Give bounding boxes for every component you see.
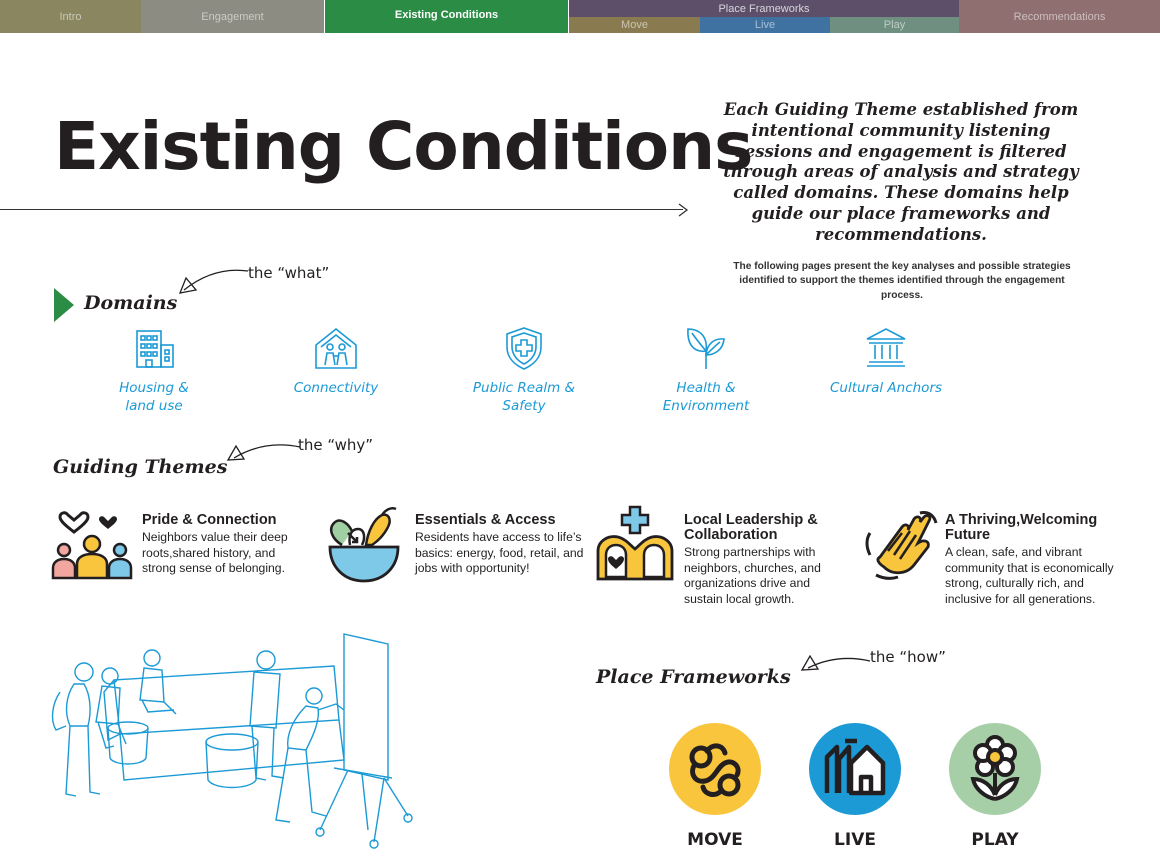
theme-text: Strong partnerships with neighbors, churches, and organizations drive and sustain local growth. bbox=[684, 545, 821, 606]
frameworks-annotation: the “how” bbox=[870, 648, 946, 666]
intro-note: The following pages present the key analyses and possible strategies identified to support the themes identified through the engagement process. bbox=[733, 261, 1071, 301]
family-house-icon bbox=[313, 325, 359, 371]
framework-live-circle[interactable] bbox=[809, 723, 901, 815]
tab-place-frameworks[interactable]: Place Frameworks bbox=[569, 0, 959, 17]
theme-text: A clean, safe, and vibrant community that is economically strong, culturally rich, and inclusive for all generations. bbox=[945, 545, 1114, 606]
church-heart-icon bbox=[594, 505, 676, 583]
domain-public-realm bbox=[449, 325, 599, 415]
domain-label: Cultural Anchors bbox=[829, 380, 943, 396]
people-hearts-icon bbox=[50, 508, 134, 580]
domain-label: Health & Environment bbox=[662, 380, 750, 414]
shield-cross-icon bbox=[501, 325, 547, 371]
hand-arrow-icon bbox=[798, 652, 872, 678]
framework-play-label: PLAY bbox=[971, 830, 1019, 850]
framework-play-circle[interactable] bbox=[949, 723, 1041, 815]
themes-annotation: the “why” bbox=[298, 436, 374, 454]
tab-move[interactable]: Move bbox=[569, 17, 700, 33]
tab-engagement[interactable]: Engagement bbox=[141, 0, 324, 33]
route-icon bbox=[669, 723, 761, 815]
domains-annotation: the “what” bbox=[248, 264, 330, 282]
theme-title: Essentials & Access bbox=[415, 512, 556, 528]
domain-label: Public Realm & Safety bbox=[472, 380, 576, 414]
theme-title: Pride & Connection bbox=[142, 512, 277, 528]
theme-title: Local Leadership & Collaboration bbox=[684, 512, 818, 543]
waving-hand-icon bbox=[862, 505, 942, 581]
triangle-marker-icon bbox=[54, 288, 74, 322]
theme-essentials bbox=[415, 513, 587, 577]
house-icon bbox=[809, 723, 901, 815]
theme-text: Neighbors value their deep roots,shared history, and strong sense of belonging. bbox=[142, 530, 288, 576]
buildings-icon bbox=[131, 325, 177, 371]
food-bowl-icon bbox=[322, 505, 406, 585]
tab-recommendations[interactable]: Recommendations bbox=[959, 0, 1160, 33]
page-title: Existing Conditions bbox=[54, 108, 753, 185]
theme-future bbox=[945, 513, 1125, 607]
tab-existing-conditions[interactable]: Existing Conditions bbox=[325, 0, 568, 33]
museum-icon bbox=[863, 325, 909, 371]
theme-text: Residents have access to life’s basics: energy, food, retail, and jobs with opportunity! bbox=[415, 530, 584, 576]
theme-leadership bbox=[684, 513, 849, 607]
framework-move-label: MOVE bbox=[687, 830, 743, 850]
frameworks-heading: Place Frameworks bbox=[596, 666, 791, 688]
tab-intro[interactable]: Intro bbox=[0, 0, 141, 33]
domains-heading: Domains bbox=[84, 292, 178, 314]
hand-arrow-icon bbox=[224, 440, 302, 466]
domain-health bbox=[631, 325, 781, 415]
tab-live[interactable]: Live bbox=[700, 17, 830, 33]
community-workshop-illustration bbox=[44, 630, 416, 852]
themes-heading: Guiding Themes bbox=[53, 456, 228, 478]
domain-connectivity bbox=[261, 325, 411, 397]
domain-label: Housing & land use bbox=[119, 380, 189, 414]
domain-housing bbox=[79, 325, 229, 415]
domain-cultural bbox=[811, 325, 961, 397]
framework-move-circle[interactable] bbox=[669, 723, 761, 815]
framework-live-label: LIVE bbox=[834, 830, 876, 850]
intro-text: Each Guiding Theme established from intentional community listening sessions and engagement is filtered through areas of analysis and strategy called domains. These domains help guide our place frameworks and recommendations. bbox=[723, 100, 1079, 244]
top-nav bbox=[0, 0, 1160, 33]
hand-arrow-icon bbox=[176, 266, 252, 296]
domain-label: Connectivity bbox=[293, 380, 379, 396]
theme-pride bbox=[142, 513, 312, 577]
sprout-icon bbox=[683, 325, 729, 371]
flower-icon bbox=[949, 723, 1041, 815]
tab-play[interactable]: Play bbox=[830, 17, 959, 33]
title-divider bbox=[0, 209, 683, 210]
arrow-right-icon bbox=[676, 202, 690, 218]
theme-title: A Thriving,Welcoming Future bbox=[945, 512, 1098, 543]
